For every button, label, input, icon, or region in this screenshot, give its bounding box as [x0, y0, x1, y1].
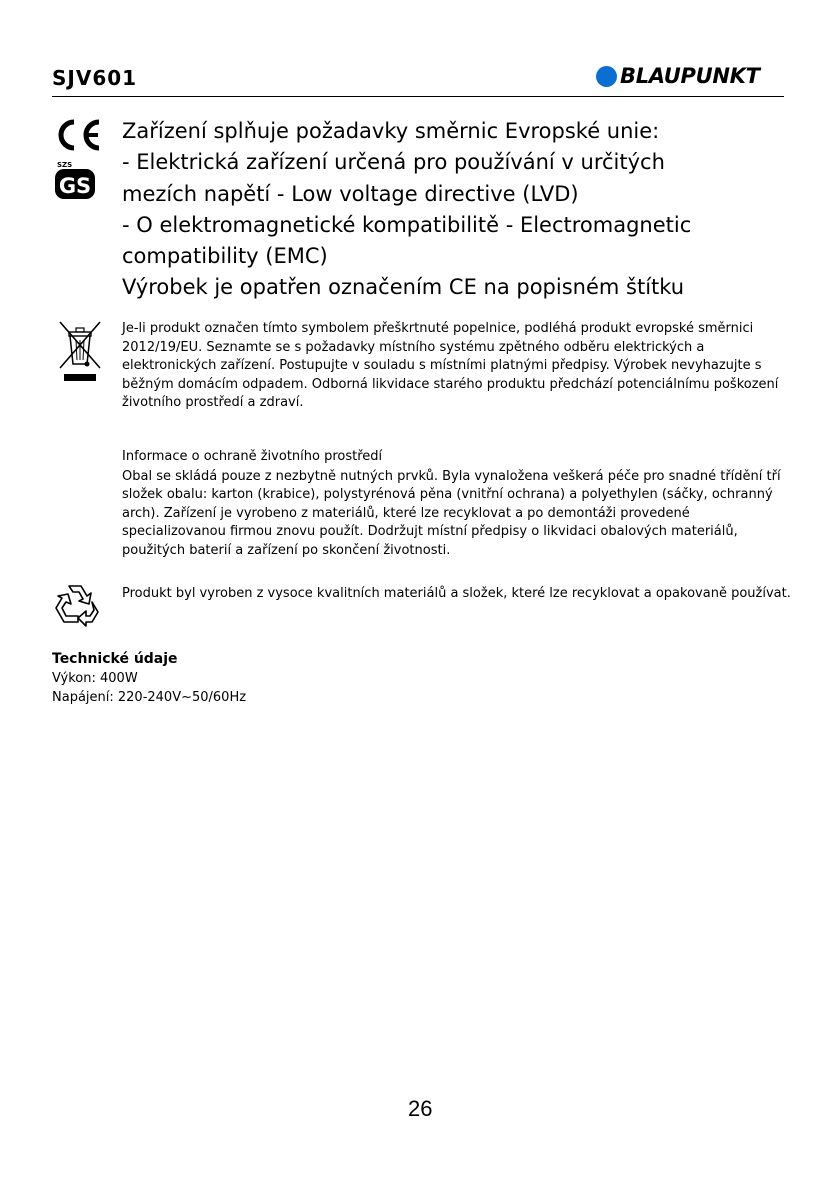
recycle-text: Produkt byl vyroben z vysoce kvalitních materiálů a složek, které lze recyklovat a opakovaně používat. — [122, 586, 791, 601]
gs-badge-text: GS — [58, 174, 92, 198]
ce-mark-icon — [52, 118, 104, 152]
ce-line: - O elektromagnetické kompatibilitě - Electromagnetic — [122, 212, 692, 237]
crossed-bin-icon — [56, 320, 104, 384]
ce-line: - Elektrická zařízení určená pro používání v určitých — [122, 150, 665, 175]
ce-line: Výrobek je opatřen označením CE na popisném štítku — [122, 275, 685, 300]
gs-small-text: SZS — [57, 161, 73, 169]
gs-mark-icon — [54, 158, 100, 204]
ce-compliance-text — [122, 116, 812, 304]
technical-supply: Napájení: 220-240V~50/60Hz — [52, 690, 247, 705]
recycle-icon — [52, 582, 102, 628]
technical-power: Výkon: 400W — [52, 671, 138, 686]
brand-logo — [596, 66, 760, 87]
brand-dot-icon — [596, 66, 617, 87]
model-name: SJV601 — [52, 66, 138, 90]
brand-name: BLAUPUNKT — [620, 64, 760, 88]
environment-title: Informace o ochraně životního prostředí — [122, 449, 383, 464]
page-number: 26 — [408, 1096, 433, 1121]
header-divider — [52, 96, 784, 97]
environment-text: Obal se skládá pouze z nezbytně nutných prvků. Byla vynaložena veškerá péče pro snadné třídění tří složek obalu: karton (krabice), polystyrénová pěna (vnitřní ochrana) a polyethylen (sáčky, ochranný arch). Zařízení je vyrobeno z materiálů, které lze recyklovat a po demontáži provedené specializovanou firmou znovu použít. Dodržujt místní předpisy o likvidaci obalových materiálů, použitých baterií a zařízení po skončení životnosti. — [122, 469, 781, 558]
ce-line: Zařízení splňuje požadavky směrnic Evropské unie: — [122, 119, 660, 143]
weee-disposal-text: Je-li produkt označen tímto symbolem přeškrtnuté popelnice, podléhá produkt evropské směrnici 2012/19/EU. Seznamte se s požadavky místního systému zpětného odběru elektrických a elektronických zařízení. Postupujte v souladu s místními platnými předpisy. Výrobek nevyhazujte s běžným domácím odpadem. Odborná likvidace starého produktu předchází potenciálnímu poškození životního prostředí a zdraví. — [122, 321, 779, 410]
ce-line: mezích napětí - Low voltage directive (LVD) — [122, 181, 579, 206]
ce-line: compatibility (EMC) — [122, 244, 328, 269]
technical-title: Technické údaje — [52, 651, 178, 667]
